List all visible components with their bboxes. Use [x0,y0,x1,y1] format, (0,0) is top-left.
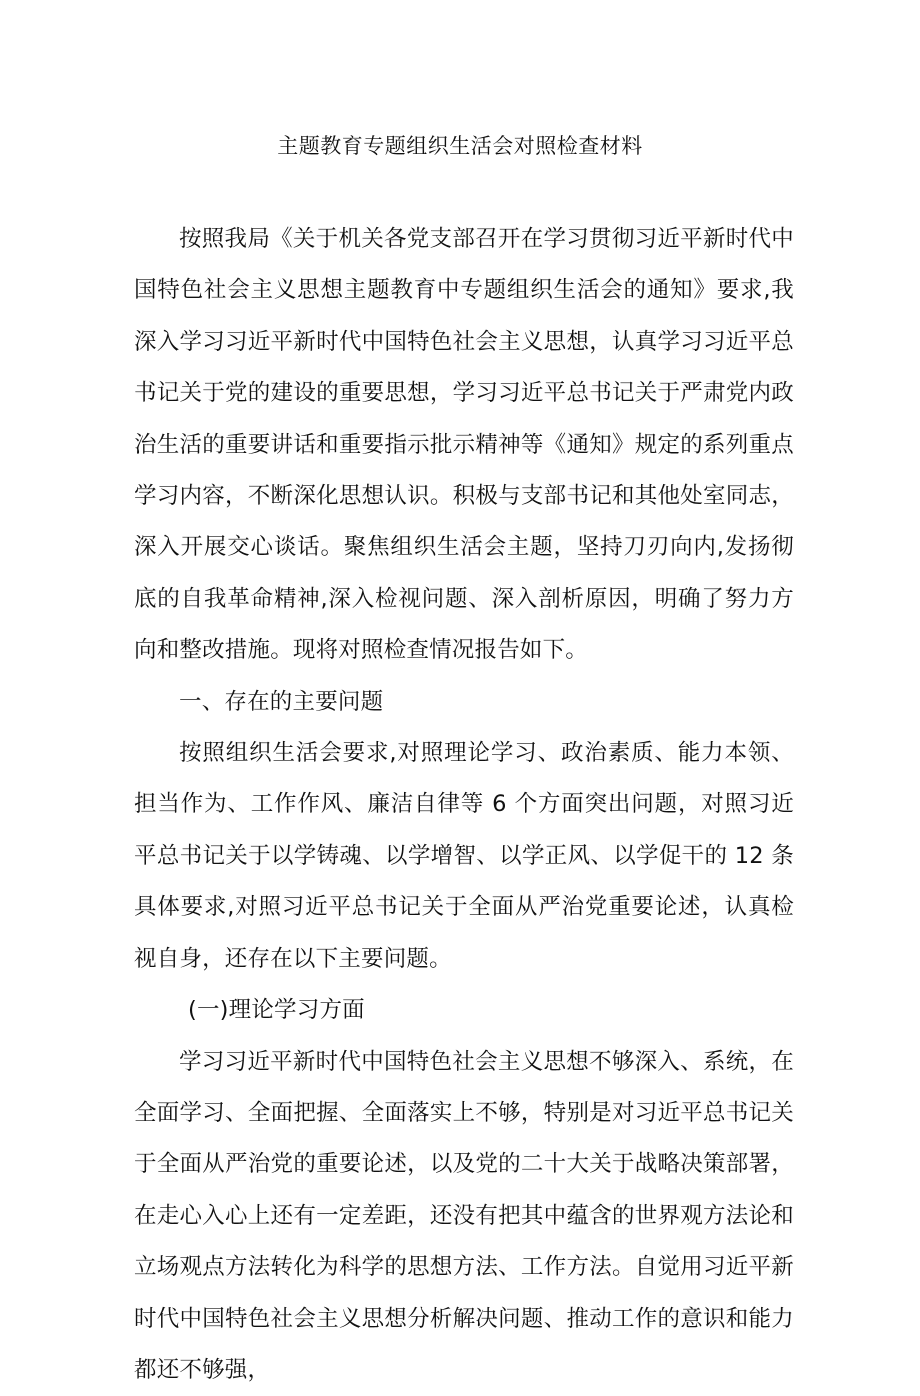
subsection-heading-theory-study: (一)理论学习方面 [134,985,794,1036]
theory-study-paragraph: 学习习近平新时代中国特色社会主义思想不够深入、系统，在全面学习、全面把握、全面落实上不够，特别是对习近平总书记关于全面从严治党的重要论述，以及党的二十大关于战略决策部署，在走心入心上还有一定差距，还没有把其中蕴含的世界观方法论和立场观点方法转化为科学的思想方法、工作方法。自觉用习近平新时代中国特色社会主义思想分析解决问题、推动工作的意识和能力都还不够强， [134,1037,794,1396]
problems-overview-paragraph: 按照组织生活会要求,对照理论学习、政治素质、能力本领、担当作为、工作作风、廉洁自律等 6 个方面突出问题，对照习近平总书记关于以学铸魂、以学增智、以学正风、以学促干的 12 条具体要求,对照习近平总书记关于全面从严治党重要论述，认真检视自身，还存在以下主要问题。 [134,728,794,985]
document-body [134,214,794,1396]
document-title: 主题教育专题组织生活会对照检查材料 [0,131,920,161]
intro-paragraph: 按照我局《关于机关各党支部召开在学习贯彻习近平新时代中国特色社会主义思想主题教育中专题组织生活会的通知》要求,我深入学习习近平新时代中国特色社会主义思想，认真学习习近平总书记关于党的建设的重要思想，学习习近平总书记关于严肃党内政治生活的重要讲话和重要指示批示精神等《通知》规定的系列重点学习内容，不断深化思想认识。积极与支部书记和其他处室同志，深入开展交心谈话。聚焦组织生活会主题，坚持刀刃向内,发扬彻底的自我革命精神,深入检视问题、深入剖析原因，明确了努力方向和整改措施。现将对照检查情况报告如下。 [134,214,794,677]
section-heading-main-problems: 一、存在的主要问题 [134,677,794,728]
